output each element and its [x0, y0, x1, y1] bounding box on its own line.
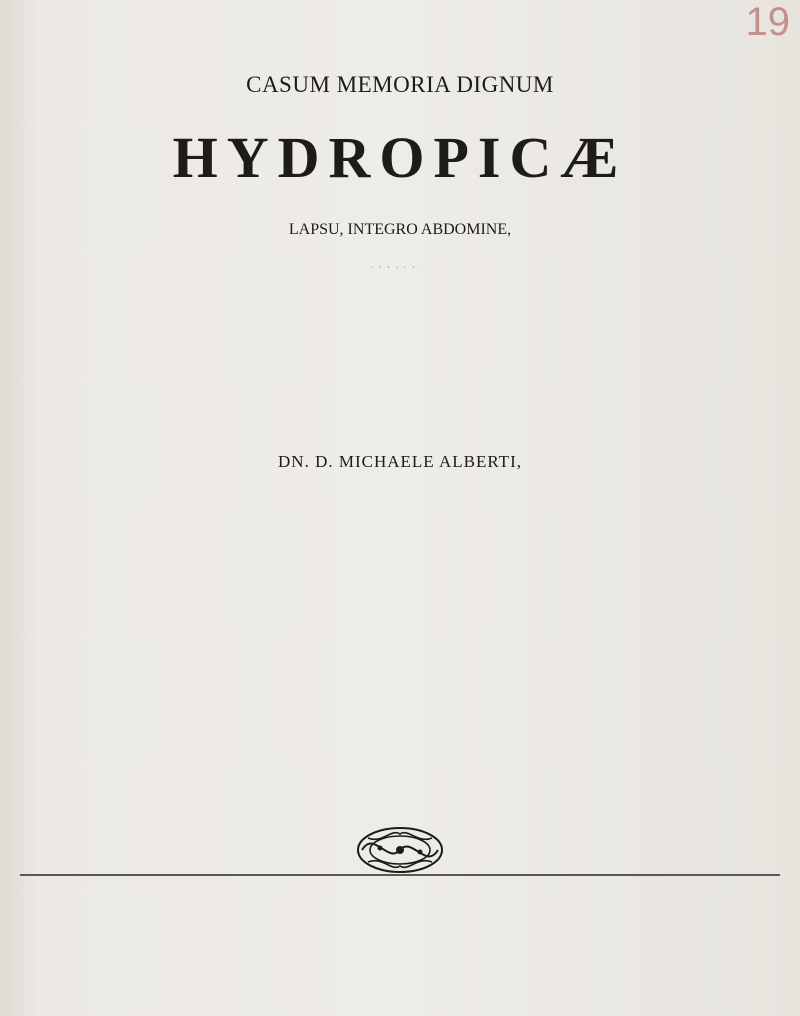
ornament-icon [358, 828, 442, 872]
printer-vignette [0, 822, 800, 892]
casum-memoria-dignum: CASUM MEMORIA DIGNUM [246, 72, 554, 97]
lapsu-integro-abdomine: LAPSU, INTEGRO ABDOMINE, [288, 221, 512, 238]
shelfmark-number: 19 [745, 0, 790, 44]
hydropicae-title: HYDROPICÆ [172, 125, 628, 190]
praeses-name: DN. D. MICHAELE ALBERTI, [278, 452, 522, 471]
curatae: CURATÆ. [371, 267, 429, 269]
